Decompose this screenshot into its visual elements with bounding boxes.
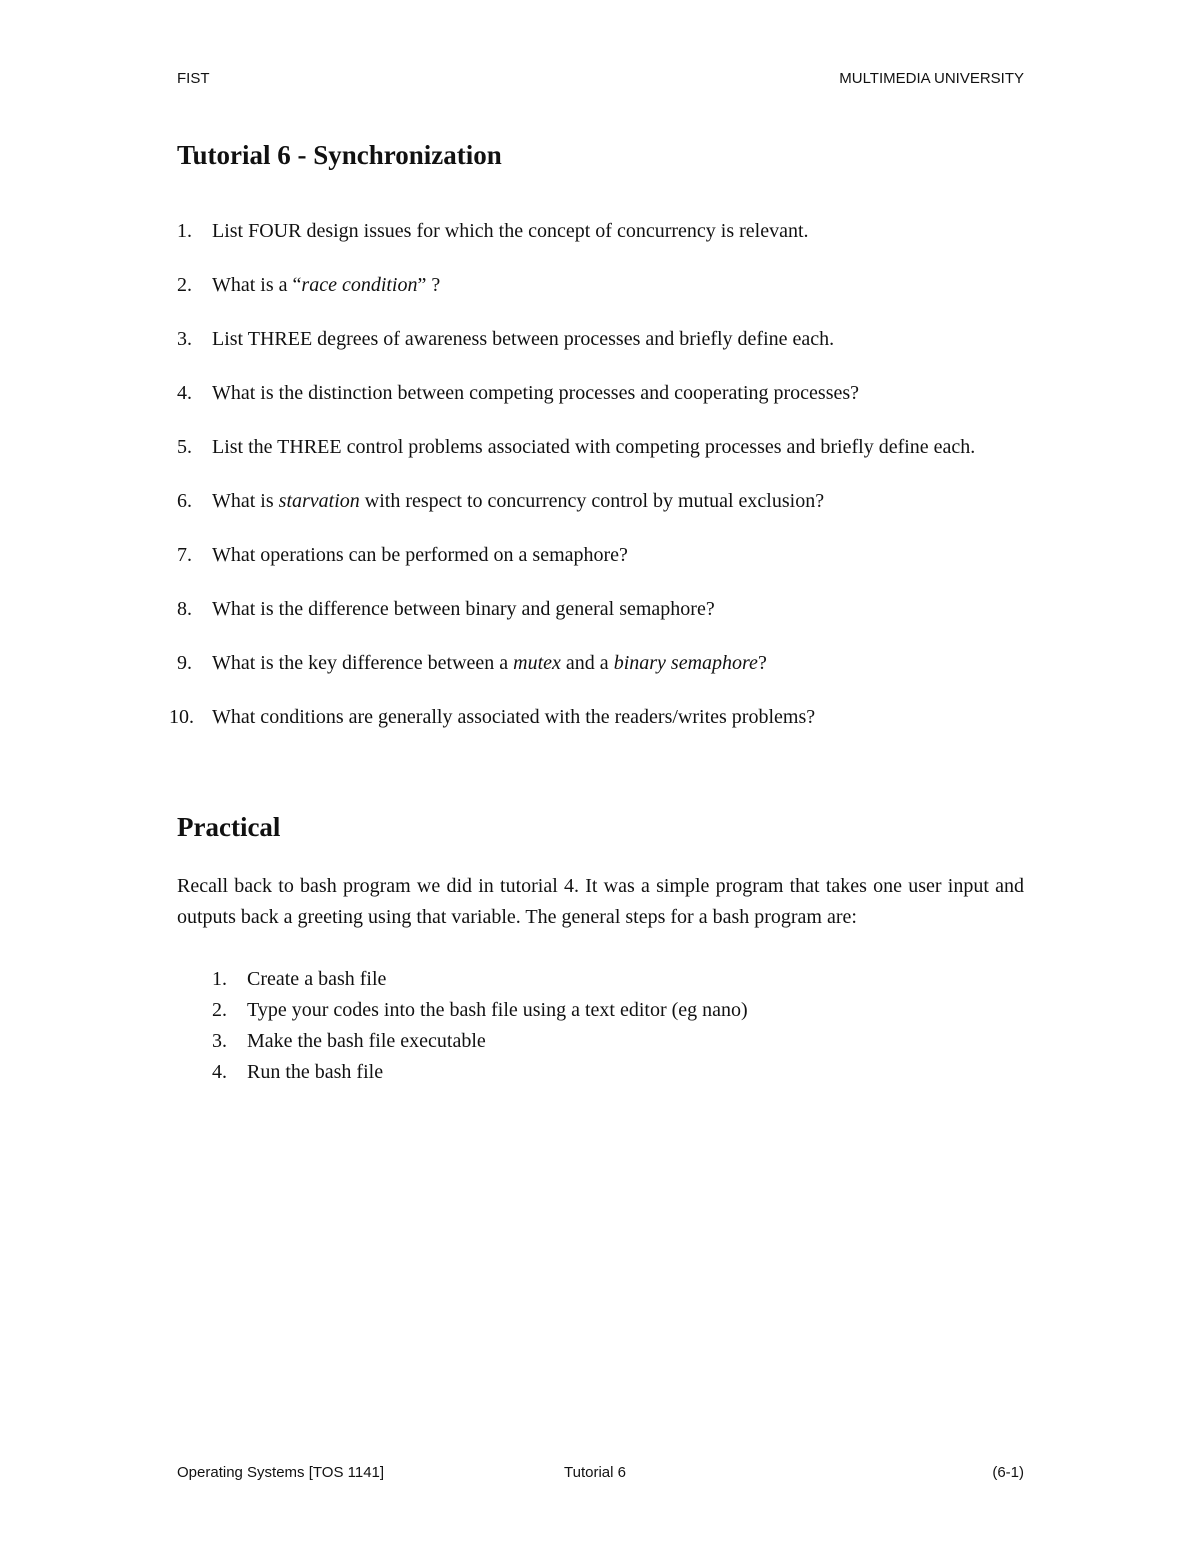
question-item <box>177 380 1024 407</box>
question-text-part: with respect to concurrency control by mutual exclusion? <box>359 490 825 512</box>
step-number: 2. <box>212 999 227 1021</box>
question-number: 9. <box>177 652 192 674</box>
question-number: 8. <box>177 598 192 620</box>
question-number: 6. <box>177 490 192 512</box>
step-text: Make the bash file executable <box>247 1030 486 1052</box>
step-text: Run the bash file <box>247 1061 384 1083</box>
question-number: 2. <box>177 274 192 296</box>
question-item <box>177 218 1024 245</box>
step-item <box>177 1026 1024 1057</box>
step-text: Create a bash file <box>247 968 387 990</box>
question-term: race condition <box>301 274 418 296</box>
question-term: starvation <box>278 490 360 512</box>
step-number: 1. <box>212 968 227 990</box>
question-number: 10. <box>169 706 194 728</box>
header-university: MULTIMEDIA UNIVERSITY <box>839 70 1024 87</box>
question-text: List FOUR design issues for which the concept of concurrency is relevant. <box>212 220 809 242</box>
footer-page-number: (6-1) <box>992 1464 1024 1481</box>
question-number: 4. <box>177 382 192 404</box>
header-faculty: FIST <box>177 70 210 87</box>
question-text: What is the difference between binary and general semaphore? <box>212 598 715 620</box>
question-text-part: What is <box>212 490 279 512</box>
question-term: mutex <box>513 652 561 674</box>
question-text <box>212 274 440 296</box>
section-title-practical: Practical <box>177 812 281 842</box>
running-footer <box>177 1464 1024 1484</box>
question-text-part: ” ? <box>417 274 441 296</box>
question-number: 3. <box>177 328 192 350</box>
page-title: Tutorial 6 - Synchronization <box>177 140 502 170</box>
question-text-part: ? <box>757 652 767 674</box>
question-text <box>212 490 824 512</box>
question-text-part: What is a “ <box>212 274 302 296</box>
step-number: 4. <box>212 1061 227 1083</box>
question-text: What is the distinction between competing processes and cooperating processes? <box>212 382 860 404</box>
question-term: binary semaphore <box>613 652 758 674</box>
question-item <box>177 434 1024 461</box>
step-text: Type your codes into the bash file using a text editor (eg nano) <box>247 999 748 1021</box>
question-number: 1. <box>177 220 192 242</box>
question-item <box>177 272 1024 299</box>
footer-course: Operating Systems [TOS 1141] <box>177 1464 385 1481</box>
question-item <box>177 488 1024 515</box>
step-item <box>177 995 1024 1026</box>
step-item <box>177 1057 1024 1088</box>
footer-tutorial: Tutorial 6 <box>564 1464 626 1481</box>
question-list <box>169 218 1024 758</box>
question-item <box>177 326 1024 353</box>
question-item <box>177 542 1024 569</box>
practical-intro: Recall back to bash program we did in tutorial 4. It was a simple program that takes one user input and outputs back a greeting using that variable. The general steps for a bash program are: <box>177 875 1024 928</box>
question-number: 5. <box>177 436 192 458</box>
question-text: List the THREE control problems associated with competing processes and briefly define each. <box>212 436 976 458</box>
question-text: What operations can be performed on a semaphore? <box>212 544 628 566</box>
step-item <box>177 964 1024 995</box>
step-list <box>177 964 1024 1088</box>
question-text: What conditions are generally associated with the readers/writes problems? <box>212 706 816 728</box>
question-item <box>177 596 1024 623</box>
running-header <box>177 70 1024 90</box>
question-text-part: and a <box>560 652 614 674</box>
question-text: List THREE degrees of awareness between processes and briefly define each. <box>212 328 835 350</box>
question-text-part: What is the key difference between a <box>212 652 514 674</box>
step-number: 3. <box>212 1030 227 1052</box>
question-item <box>177 650 1024 677</box>
question-number: 7. <box>177 544 192 566</box>
question-text <box>212 652 767 674</box>
question-item <box>169 704 1024 731</box>
